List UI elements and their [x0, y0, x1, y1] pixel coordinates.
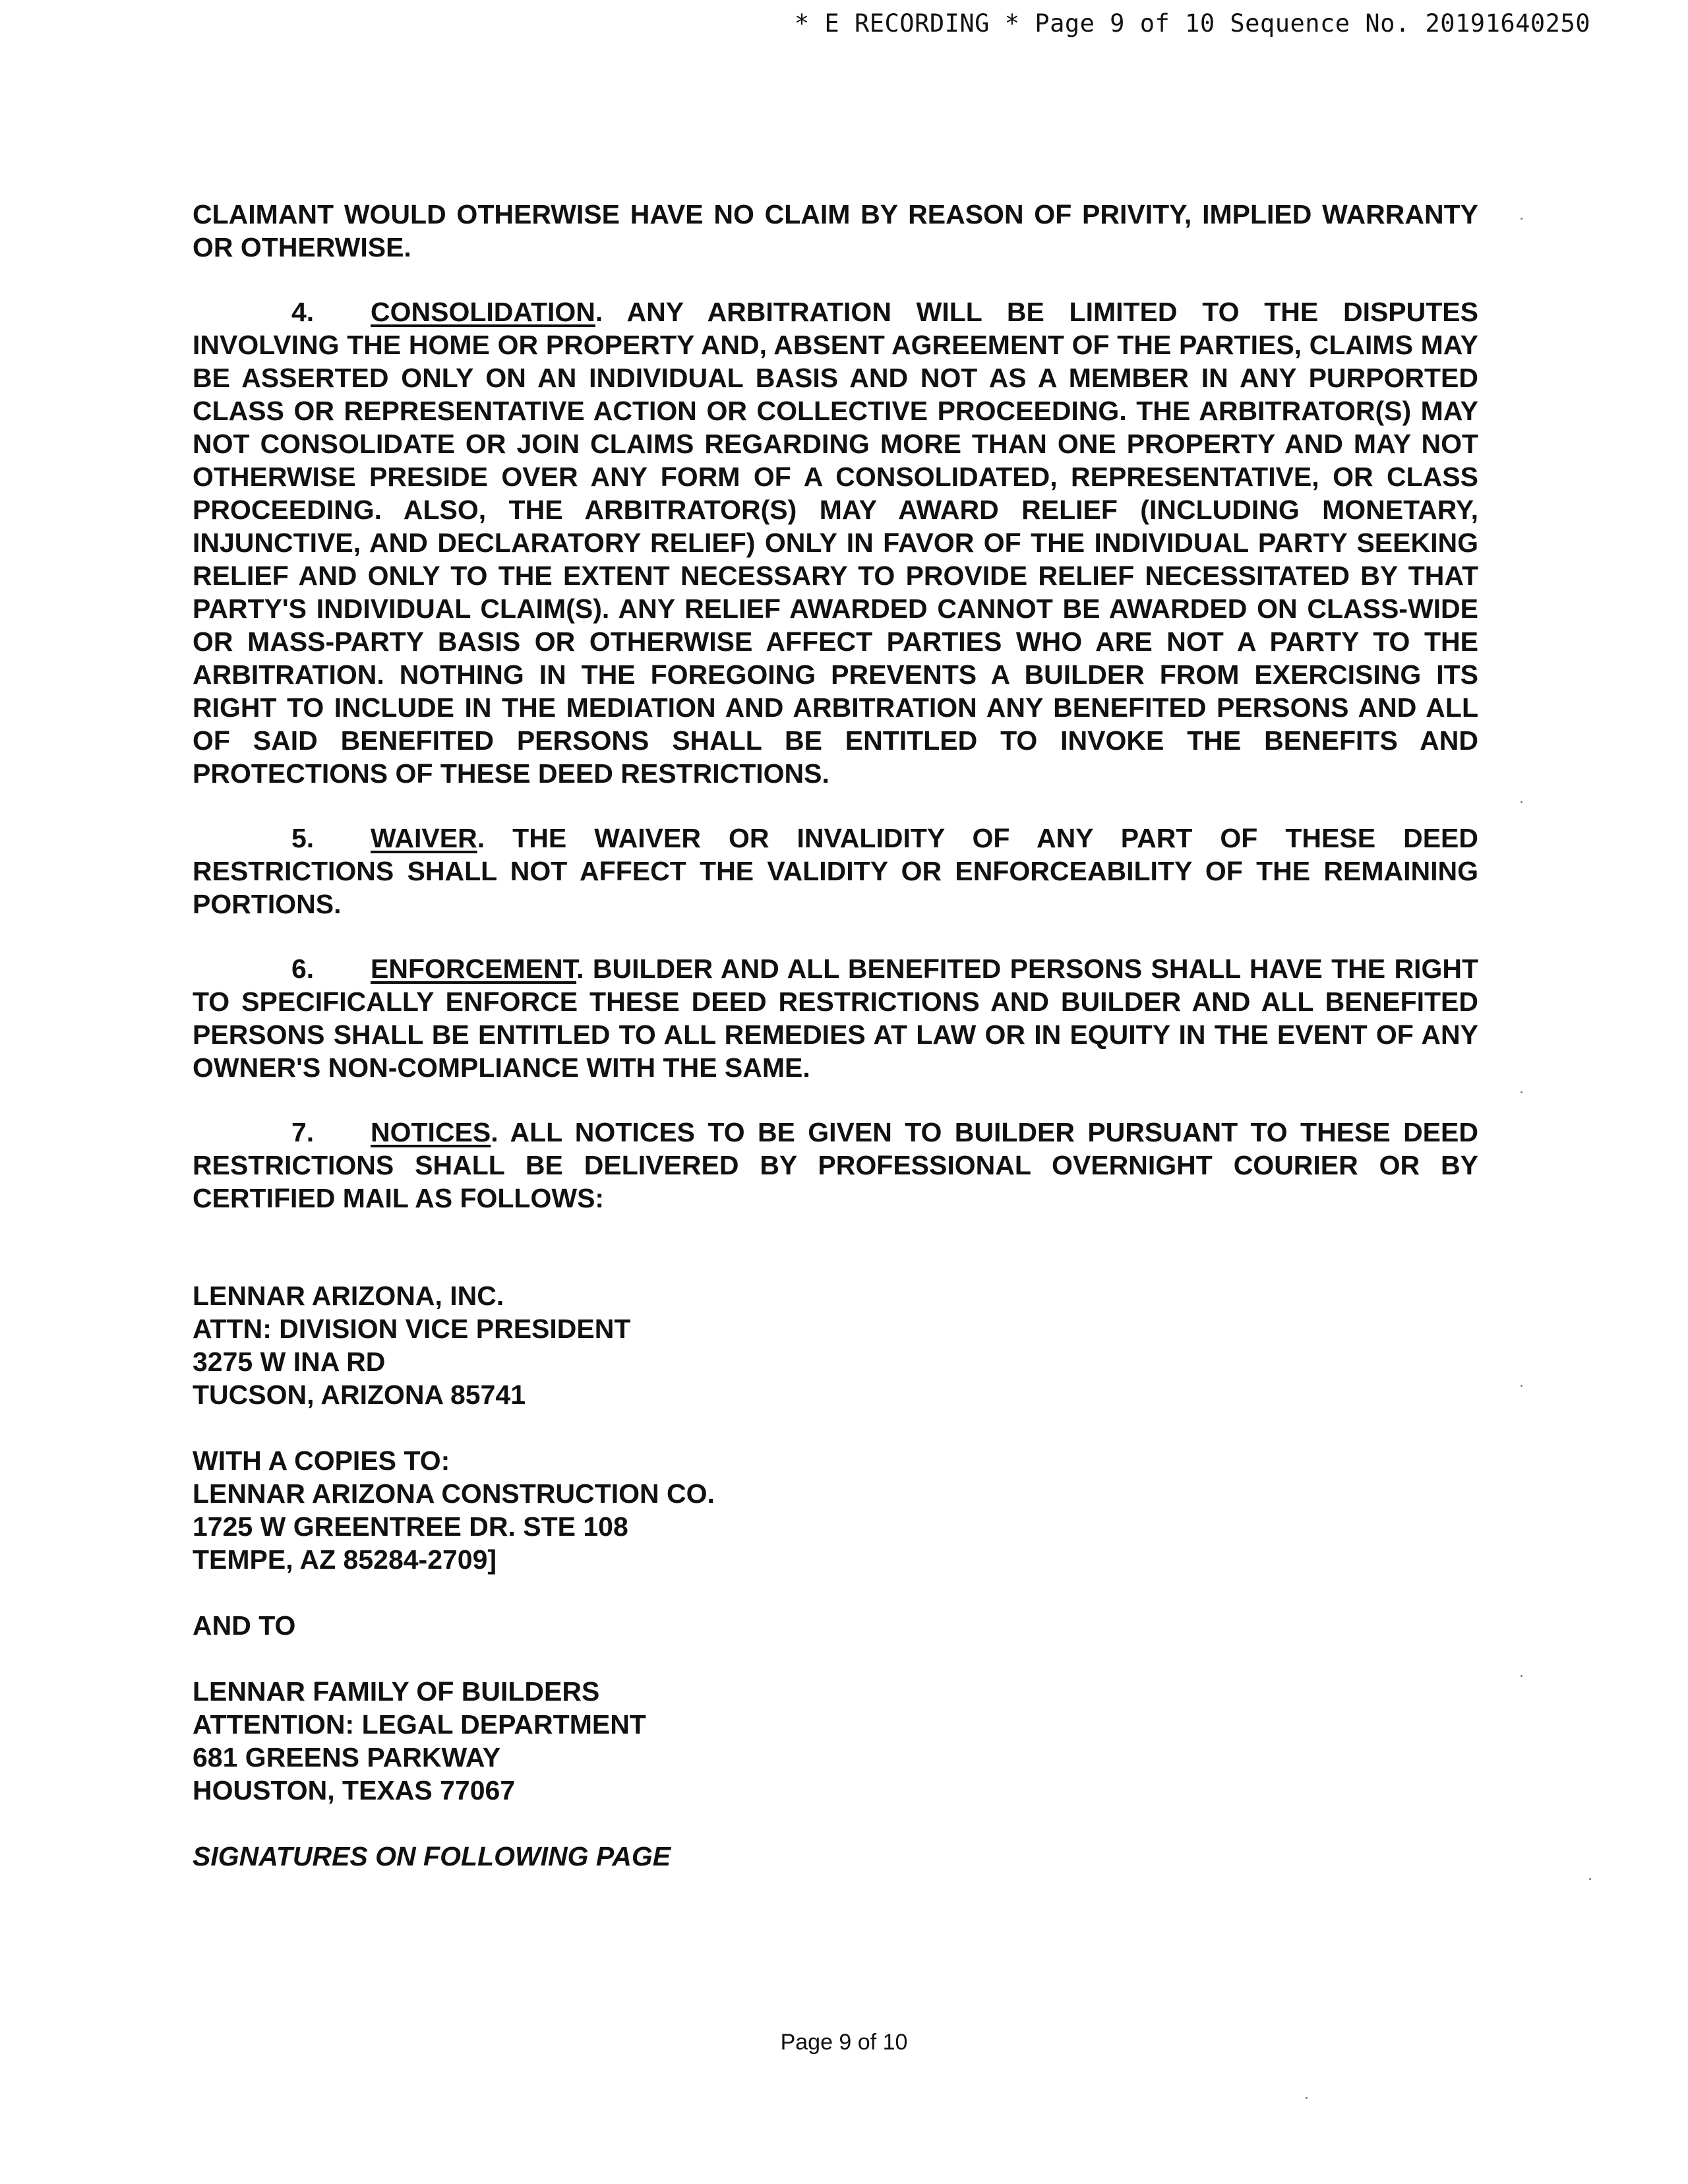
signatures-note: SIGNATURES ON FOLLOWING PAGE	[193, 1841, 671, 1871]
section-text: . BUILDER AND ALL BENEFITED PERSONS SHALL HAVE THE RIGHT TO SPECIFICALLY ENFORCE THESE DEED RESTRICTIONS AND BUILDER AND ALL BENEFITED PERSONS SHALL BE ENTITLED TO ALL REMEDIES AT LAW OR IN EQUITY IN THE EVENT OF ANY OWNER'S NON-COMPLIANCE WITH THE SAME.	[193, 954, 1478, 1083]
scan-speck	[1521, 1675, 1522, 1677]
spacer	[193, 1576, 1478, 1609]
address-line: HOUSTON, TEXAS 77067	[193, 1775, 516, 1805]
address-line: 1725 W GREENTREE DR. STE 108	[193, 1511, 628, 1542]
spacer	[193, 1642, 1478, 1675]
section-text: . ANY ARBITRATION WILL BE LIMITED TO THE DISPUTES INVOLVING THE HOME OR PROPERTY AND, ABSENT AGREEMENT OF THE PARTIES, CLAIMS MAY BE ASSERTED ONLY ON AN INDIVIDUAL BASIS AND NOT AS A MEMBER IN ANY PURPORTED CLASS OR REPRESENTATIVE ACTION OR COLLECTIVE PROCEEDING. THE ARBITRATOR(S) MAY NOT CONSOLIDATE OR JOIN CLAIMS REGARDING MORE THAN ONE PROPERTY AND MAY NOT OTHERWISE PRESIDE OVER ANY FORM OF A CONSOLIDATED, REPRESENTATIVE, OR CLASS PROCEEDING. ALSO, THE ARBITRATOR(S) MAY AWARD RELIEF (INCLUDING MONETARY, INJUNCTIVE, AND DECLARATORY RELIEF) ONLY IN FAVOR OF THE INDIVIDUAL PARTY SEEKING RELIEF AND ONLY TO THE EXTENT NECESSARY TO PROVIDE RELIEF NECESSITATED BY THAT PARTY'S INDIVIDUAL CLAIM(S). ANY RELIEF AWARDED CANNOT BE AWARDED ON CLASS-WIDE OR MASS-PARTY BASIS OR OTHERWISE AFFECT PARTIES WHO ARE NOT A PARTY TO THE ARBITRATION. NOTHING IN THE FOREGOING PREVENTS A BUILDER FROM EXERCISING ITS RIGHT TO INCLUDE IN THE MEDIATION AND ARBITRATION ANY BENEFITED PERSONS AND ALL OF SAID BENEFITED PERSONS SHALL BE ENTITLED TO INVOKE THE BENEFITS AND PROTECTIONS OF THESE DEED RESTRICTIONS.	[193, 297, 1478, 789]
address-line: LENNAR FAMILY OF BUILDERS	[193, 1676, 600, 1707]
spacer	[193, 1807, 1478, 1840]
scan-speck	[1306, 2097, 1308, 2099]
spacer	[193, 1215, 1478, 1279]
recording-header: * E RECORDING * Page 9 of 10 Sequence No. 20191640250	[794, 9, 1590, 38]
section-waiver	[193, 822, 1478, 921]
scan-speck	[1521, 218, 1522, 220]
section-text: . THE WAIVER OR INVALIDITY OF ANY PART OF THESE DEED RESTRICTIONS SHALL NOT AFFECT THE VALIDITY OR ENFORCEABILITY OF THE REMAINING PORTIONS.	[193, 823, 1478, 919]
address-line: TEMPE, AZ 85284-2709]	[193, 1544, 497, 1575]
section-title: CONSOLIDATION	[371, 297, 595, 327]
scan-speck	[1589, 1878, 1591, 1880]
section-number: 5.	[291, 823, 315, 853]
document-body	[193, 198, 1478, 1873]
and-to-label: AND TO	[193, 1610, 296, 1641]
section-enforcement	[193, 952, 1478, 1084]
scan-speck	[1521, 1385, 1522, 1387]
address-line: LENNAR ARIZONA CONSTRUCTION CO.	[193, 1478, 715, 1509]
section-number: 7.	[291, 1117, 315, 1147]
address-line: 3275 W INA RD	[193, 1347, 386, 1377]
scan-speck	[1521, 801, 1522, 803]
section-number: 4.	[291, 297, 315, 327]
address-legal	[193, 1675, 1478, 1807]
address-copies	[193, 1444, 1478, 1576]
section-title: ENFORCEMENT	[371, 954, 577, 984]
page-footer: Page 9 of 10	[780, 2030, 908, 2055]
section-text: . ALL NOTICES TO BE GIVEN TO BUILDER PURSUANT TO THESE DEED RESTRICTIONS SHALL BE DELIVERED BY PROFESSIONAL OVERNIGHT COURIER OR BY CERTIFIED MAIL AS FOLLOWS:	[193, 1117, 1478, 1213]
spacer	[193, 1411, 1478, 1444]
address-line: TUCSON, ARIZONA 85741	[193, 1380, 526, 1410]
continuation-paragraph: CLAIMANT WOULD OTHERWISE HAVE NO CLAIM BY REASON OF PRIVITY, IMPLIED WARRANTY OR OTHERWISE.	[193, 199, 1478, 262]
section-title: WAIVER	[371, 823, 477, 853]
address-line: LENNAR ARIZONA, INC.	[193, 1281, 504, 1311]
section-number: 6.	[291, 954, 315, 984]
address-line: ATTN: DIVISION VICE PRESIDENT	[193, 1314, 631, 1344]
address-primary	[193, 1279, 1478, 1411]
address-line: 681 GREENS PARKWAY	[193, 1742, 501, 1773]
section-notices	[193, 1116, 1478, 1215]
address-line: ATTENTION: LEGAL DEPARTMENT	[193, 1709, 646, 1740]
section-consolidation	[193, 295, 1478, 790]
scan-speck	[1521, 1091, 1522, 1093]
address-heading: WITH A COPIES TO:	[193, 1445, 450, 1476]
section-title: NOTICES	[371, 1117, 491, 1147]
